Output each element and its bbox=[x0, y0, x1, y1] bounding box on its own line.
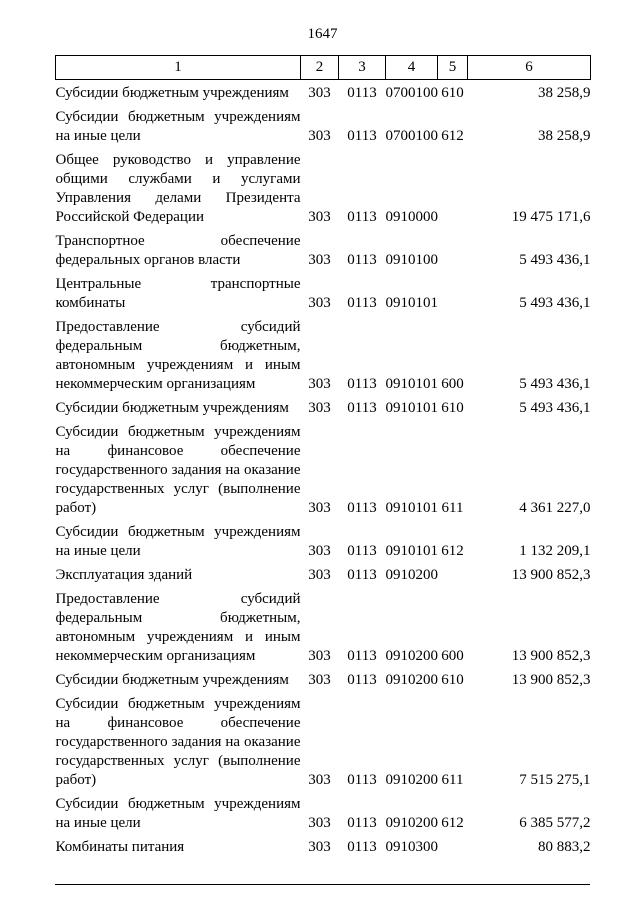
page-number: 1647 bbox=[307, 26, 338, 42]
code-type bbox=[438, 228, 468, 271]
amount: 38 258,9 bbox=[538, 85, 591, 101]
item-description: Субсидии бюджетным учреждениям на иные цели bbox=[55, 109, 301, 144]
amount: 5 493 436,1 bbox=[519, 376, 591, 392]
code-section: 0113 bbox=[347, 376, 377, 392]
table-row bbox=[56, 691, 591, 791]
column-header-3: 3 bbox=[339, 56, 386, 80]
code-program: 0700100 bbox=[385, 128, 438, 144]
amount: 5 493 436,1 bbox=[519, 252, 591, 268]
code-chapter: 303 bbox=[308, 400, 331, 416]
table-row bbox=[56, 395, 591, 419]
code-chapter: 303 bbox=[308, 543, 331, 559]
item-description: Комбинаты питания bbox=[55, 839, 185, 855]
amount: 4 361 227,0 bbox=[519, 500, 591, 516]
item-description: Субсидии бюджетным учреждениям bbox=[55, 672, 289, 688]
table-row bbox=[56, 667, 591, 691]
item-description: Субсидии бюджетным учреждениям на финансовое обеспечение государственного задания на оказание государственных услуг (выполнение работ) bbox=[55, 424, 301, 516]
item-description: Субсидии бюджетным учреждениям bbox=[55, 400, 289, 416]
code-section: 0113 bbox=[347, 672, 377, 688]
code-section: 0113 bbox=[347, 772, 377, 788]
table-row bbox=[56, 791, 591, 834]
table-row bbox=[56, 104, 591, 147]
code-section: 0113 bbox=[347, 295, 377, 311]
code-program: 0910200 bbox=[385, 672, 438, 688]
code-chapter: 303 bbox=[308, 815, 331, 831]
code-chapter: 303 bbox=[308, 648, 331, 664]
item-description: Субсидии бюджетным учреждениям на иные цели bbox=[55, 796, 301, 831]
amount: 38 258,9 bbox=[538, 128, 591, 144]
code-chapter: 303 bbox=[308, 567, 331, 583]
item-description: Транспортное обеспечение федеральных органов власти bbox=[55, 233, 301, 268]
amount: 5 493 436,1 bbox=[519, 400, 591, 416]
code-program: 0910300 bbox=[385, 839, 438, 855]
amount: 13 900 852,3 bbox=[511, 648, 591, 664]
table-row bbox=[56, 271, 591, 314]
code-program: 0700100 bbox=[385, 85, 438, 101]
table-header-row bbox=[56, 56, 591, 80]
code-type bbox=[438, 834, 468, 858]
code-type: 600 bbox=[441, 648, 464, 664]
code-type: 611 bbox=[441, 500, 464, 516]
code-section: 0113 bbox=[347, 543, 377, 559]
code-type: 612 bbox=[441, 128, 464, 144]
code-chapter: 303 bbox=[308, 252, 331, 268]
column-header-5: 5 bbox=[438, 56, 468, 80]
code-program: 0910000 bbox=[385, 209, 438, 225]
table-row bbox=[56, 314, 591, 395]
code-type bbox=[438, 147, 468, 228]
code-section: 0113 bbox=[347, 815, 377, 831]
code-type bbox=[438, 562, 468, 586]
code-chapter: 303 bbox=[308, 839, 331, 855]
code-section: 0113 bbox=[347, 209, 377, 225]
code-type: 610 bbox=[441, 672, 464, 688]
code-program: 0910101 bbox=[385, 543, 438, 559]
amount: 80 883,2 bbox=[538, 839, 591, 855]
code-chapter: 303 bbox=[308, 772, 331, 788]
code-chapter: 303 bbox=[308, 672, 331, 688]
item-description: Субсидии бюджетным учреждениям на иные цели bbox=[55, 524, 301, 559]
item-description: Предоставление субсидий федеральным бюджетным, автономным учреждениям и иным некоммерческим организациям bbox=[55, 591, 301, 664]
code-program: 0910101 bbox=[385, 400, 438, 416]
code-section: 0113 bbox=[347, 400, 377, 416]
code-type: 610 bbox=[441, 400, 464, 416]
table-row bbox=[56, 228, 591, 271]
code-section: 0113 bbox=[347, 500, 377, 516]
code-section: 0113 bbox=[347, 648, 377, 664]
code-chapter: 303 bbox=[308, 85, 331, 101]
column-header-6: 6 bbox=[468, 56, 591, 80]
amount: 13 900 852,3 bbox=[511, 567, 591, 583]
budget-table bbox=[55, 55, 591, 858]
code-program: 0910200 bbox=[385, 772, 438, 788]
column-header-1: 1 bbox=[56, 56, 301, 80]
code-chapter: 303 bbox=[308, 500, 331, 516]
item-description: Предоставление субсидий федеральным бюджетным, автономным учреждениям и иным некоммерческим организациям bbox=[55, 319, 301, 392]
table-row bbox=[56, 519, 591, 562]
amount: 1 132 209,1 bbox=[519, 543, 591, 559]
column-header-4: 4 bbox=[386, 56, 438, 80]
code-program: 0910101 bbox=[385, 376, 438, 392]
table-row bbox=[56, 562, 591, 586]
table-row bbox=[56, 586, 591, 667]
code-program: 0910101 bbox=[385, 500, 438, 516]
item-description: Субсидии бюджетным учреждениям bbox=[55, 85, 289, 101]
code-program: 0910100 bbox=[385, 252, 438, 268]
item-description: Субсидии бюджетным учреждениям на финансовое обеспечение государственного задания на оказание государственных услуг (выполнение работ) bbox=[55, 696, 301, 788]
code-section: 0113 bbox=[347, 128, 377, 144]
code-type: 612 bbox=[441, 543, 464, 559]
code-chapter: 303 bbox=[308, 209, 331, 225]
table-row bbox=[56, 419, 591, 519]
code-type: 610 bbox=[441, 85, 464, 101]
code-chapter: 303 bbox=[308, 376, 331, 392]
item-description: Центральные транспортные комбинаты bbox=[55, 276, 301, 311]
next-table-edge-rule bbox=[55, 884, 590, 885]
code-type: 600 bbox=[441, 376, 464, 392]
code-program: 0910200 bbox=[385, 648, 438, 664]
code-type: 611 bbox=[441, 772, 464, 788]
column-header-2: 2 bbox=[301, 56, 339, 80]
code-program: 0910101 bbox=[385, 295, 438, 311]
amount: 6 385 577,2 bbox=[519, 815, 591, 831]
code-section: 0113 bbox=[347, 567, 377, 583]
code-chapter: 303 bbox=[308, 295, 331, 311]
amount: 7 515 275,1 bbox=[519, 772, 591, 788]
item-description: Эксплуатация зданий bbox=[55, 567, 193, 583]
item-description: Общее руководство и управление общими службами и услугами Управления делами Президента Российской Федерации bbox=[55, 152, 301, 225]
amount: 13 900 852,3 bbox=[511, 672, 591, 688]
code-type bbox=[438, 271, 468, 314]
code-section: 0113 bbox=[347, 85, 377, 101]
table-row bbox=[56, 834, 591, 858]
code-program: 0910200 bbox=[385, 567, 438, 583]
table-row bbox=[56, 80, 591, 105]
code-section: 0113 bbox=[347, 252, 377, 268]
amount: 19 475 171,6 bbox=[511, 209, 591, 225]
code-type: 612 bbox=[441, 815, 464, 831]
code-program: 0910200 bbox=[385, 815, 438, 831]
code-chapter: 303 bbox=[308, 128, 331, 144]
table-row bbox=[56, 147, 591, 228]
code-section: 0113 bbox=[347, 839, 377, 855]
amount: 5 493 436,1 bbox=[519, 295, 591, 311]
